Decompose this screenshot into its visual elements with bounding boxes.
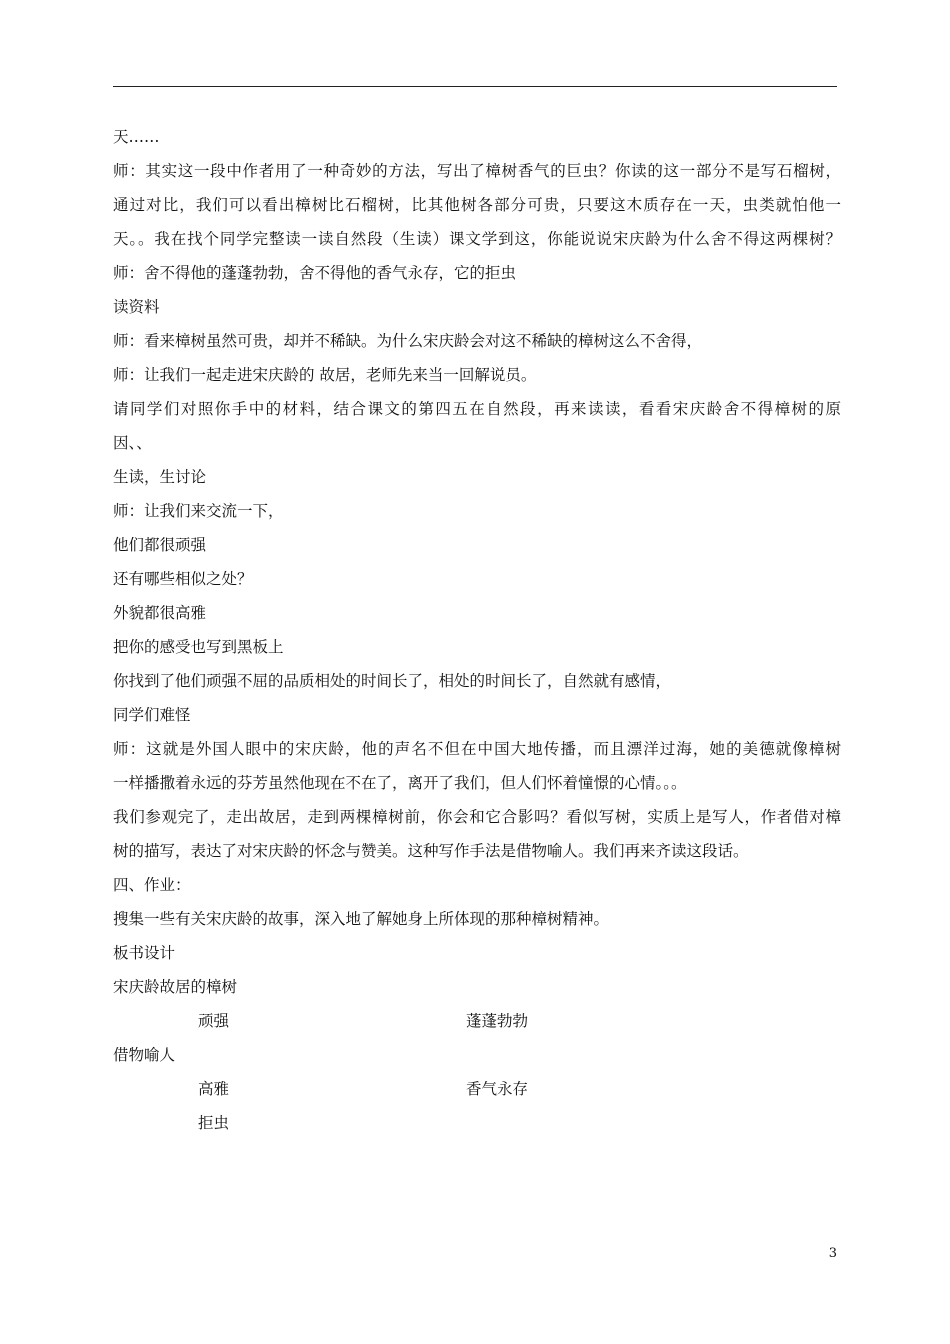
board-item-left: 拒虫 — [198, 1114, 230, 1132]
text-line: 师：这就是外国人眼中的宋庆龄，他的声名不但在中国大地传播，而且漂洋过海，她的美德就像樟树 — [113, 740, 841, 758]
board-title: 宋庆龄故居的樟树 — [113, 978, 238, 996]
text-line: 读资料 — [113, 298, 160, 316]
text-line: 树的描写，表达了对宋庆龄的怀念与赞美。这种写作手法是借物喻人。我们再来齐读这段话。 — [113, 842, 749, 860]
page-number: 3 — [828, 1246, 837, 1261]
board-center-label: 借物喻人 — [113, 1046, 176, 1064]
board-row-1 — [113, 1004, 841, 1038]
text-line: 师：舍不得他的蓬蓬勃勃，舍不得他的香气永存，它的拒虫 — [113, 264, 517, 282]
text-line: 四、作业： — [113, 876, 191, 894]
board-item-left: 顽强 — [198, 1012, 230, 1030]
text-line: 板书设计 — [113, 944, 176, 962]
text-line: 生读，生讨论 — [113, 468, 207, 486]
text-line: 因、、 — [113, 434, 152, 452]
board-item-right: 香气永存 — [466, 1080, 529, 1098]
text-line: 同学们难怪 — [113, 706, 191, 724]
text-line: 还有哪些相似之处？ — [113, 570, 253, 588]
text-line: 天。。我在找个同学完整读一读自然段（生读）课文学到这，你能说说宋庆龄为什么舍不得这两棵树？ — [113, 230, 841, 248]
board-row-middle — [113, 1038, 841, 1072]
board-item-right: 蓬蓬勃勃 — [466, 1012, 529, 1030]
text-line: 搜集一些有关宋庆龄的故事，深入地了解她身上所体现的那种樟树精神。 — [113, 910, 610, 928]
text-line: 师：看来樟树虽然可贵，却并不稀缺。为什么宋庆龄会对这不稀缺的樟树这么不舍得， — [113, 332, 703, 350]
board-item-left: 高雅 — [198, 1080, 230, 1098]
text-line: 师：其实这一段中作者用了一种奇妙的方法，写出了樟树香气的巨虫？你读的这一部分不是写石榴树， — [113, 162, 841, 180]
text-line: 师：让我们来交流一下， — [113, 502, 284, 520]
text-line: 把你的感受也写到黑板上 — [113, 638, 284, 656]
text-line: 外貌都很高雅 — [113, 604, 207, 622]
board-row-3 — [113, 1106, 841, 1140]
text-line: 他们都很顽强 — [113, 536, 207, 554]
text-line: 你找到了他们顽强不屈的品质相处的时间长了，相处的时间长了，自然就有感情， — [113, 672, 672, 690]
board-row-2 — [113, 1072, 841, 1106]
text-line: 师：让我们一起走进宋庆龄的 故居，老师先来当一回解说员。 — [113, 366, 537, 384]
header-rule — [113, 86, 837, 87]
document-body — [113, 120, 841, 1140]
text-line: 天…… — [113, 128, 160, 146]
text-line: 请同学们对照你手中的材料，结合课文的第四五在自然段，再来读读，看看宋庆龄舍不得樟树的原 — [113, 400, 841, 418]
text-line: 通过对比，我们可以看出樟树比石榴树，比其他树各部分可贵，只要这木质存在一天，虫类就怕他一 — [113, 196, 841, 214]
text-line: 我们参观完了，走出故居，走到两棵樟树前，你会和它合影吗？看似写树，实质上是写人，作者借对樟 — [113, 808, 841, 826]
text-line: 一样播撒着永远的芬芳虽然他现在不在了，离开了我们，但人们怀着憧憬的心情。。。 — [113, 774, 687, 792]
